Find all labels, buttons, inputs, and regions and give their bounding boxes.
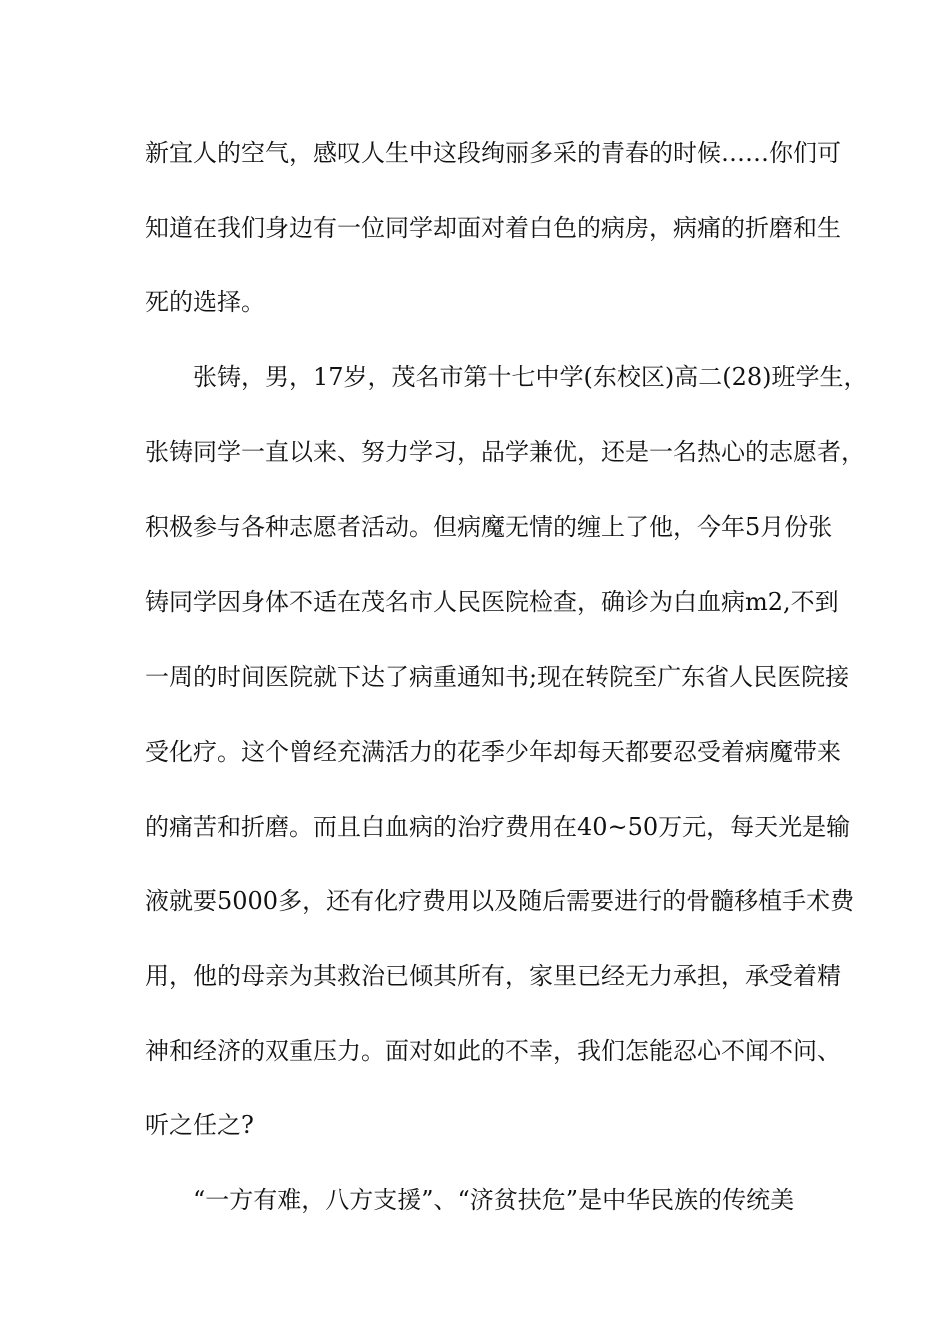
text-line: 听之任之?	[145, 1111, 254, 1139]
text-line: 铸同学因身体不适在茂名市人民医院检查，确诊为白血病m2,不到	[145, 588, 839, 616]
text-line: 知道在我们身边有一位同学却面对着白色的病房，病痛的折磨和生	[145, 214, 841, 242]
text-line: 张铸同学一直以来、努力学习，品学兼优，还是一名热心的志愿者，	[145, 438, 865, 466]
text-line: 用，他的母亲为其救治已倾其所有，家里已经无力承担，承受着精	[145, 962, 841, 990]
paragraph-first-line: 张铸，男，17岁，茂名市第十七中学(东校区)高二(28)班学生，	[193, 363, 868, 391]
paragraph-first-line: “一方有难，八方支援”、“济贫扶危”是中华民族的传统美	[193, 1186, 795, 1214]
text-line: 的痛苦和折磨。而且白血病的治疗费用在40~50万元，每天光是输	[145, 813, 851, 841]
text-line: 一周的时间医院就下达了病重通知书;现在转院至广东省人民医院接	[145, 663, 850, 691]
text-line: 新宜人的空气，感叹人生中这段绚丽多采的青春的时候……你们可	[145, 139, 841, 167]
text-line: 液就要5000多，还有化疗费用以及随后需要进行的骨髓移植手术费	[145, 887, 855, 915]
text-line: 受化疗。这个曾经充满活力的花季少年却每天都要忍受着病魔带来	[145, 738, 841, 766]
text-line: 死的选择。	[145, 288, 265, 316]
text-line: 积极参与各种志愿者活动。但病魔无情的缠上了他，今年5月份张	[145, 513, 833, 541]
text-line: 神和经济的双重压力。面对如此的不幸，我们怎能忍心不闻不问、	[145, 1037, 841, 1065]
